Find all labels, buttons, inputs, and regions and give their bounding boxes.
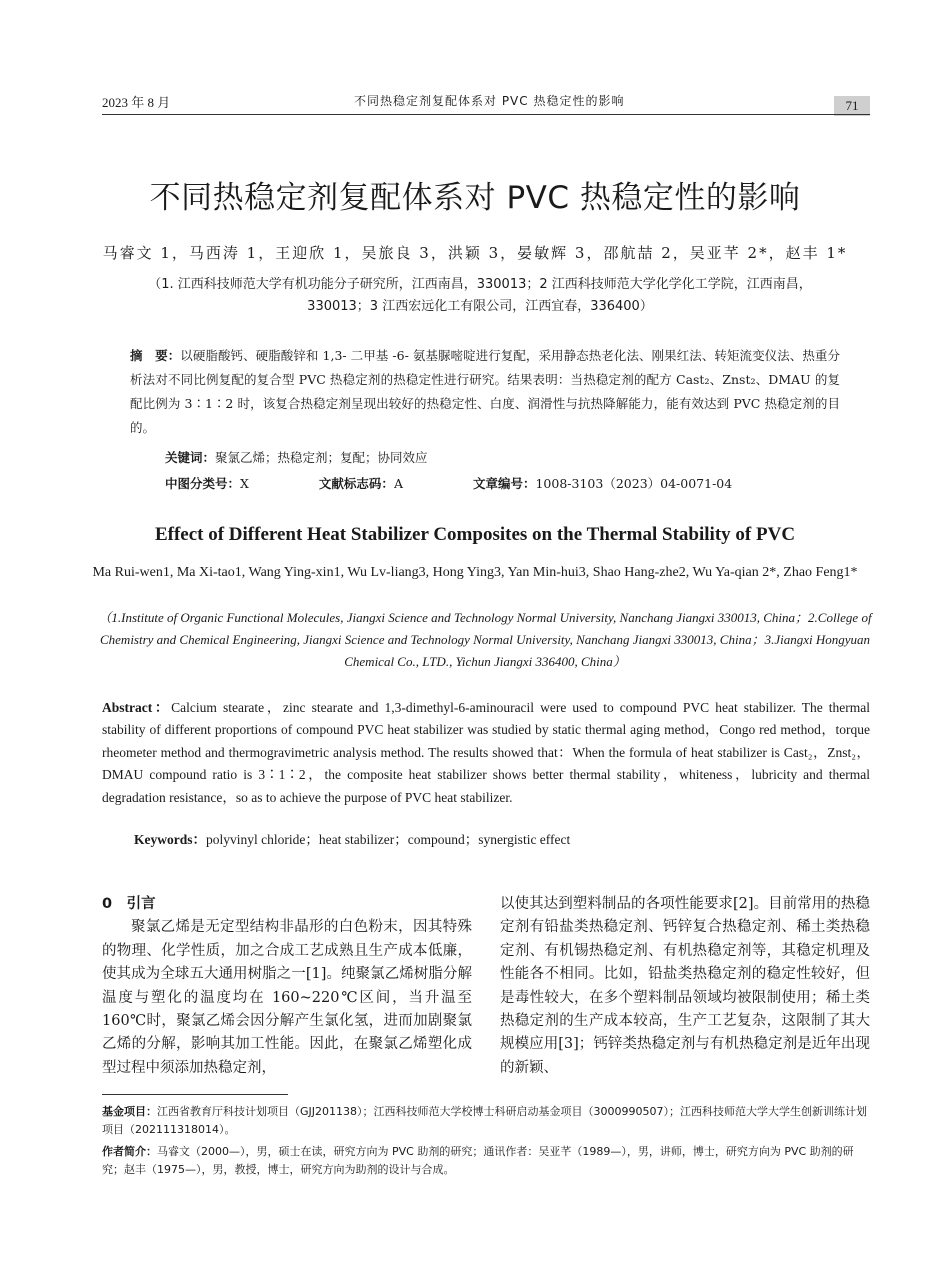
affiliations-cn: （1. 江西科技师范大学有机功能分子研究所，江西南昌，330013；2 江西科技师范大学化学化工学院，江西南昌，330013；3 江西宏远化工有限公司，江西宜春，336400）	[148, 277, 812, 314]
keywords-cn-label: 关键词：	[165, 450, 216, 465]
article-no-value: 1008-3103（2023）04-0071-04	[535, 476, 733, 491]
fund-text: 江西省教育厅科技计划项目（GJJ201138）；江西科技师范大学校博士科研启动基金项目（3000990507）；江西科技师范大学大学生创新训练计划项目（202111318014）。	[102, 1105, 867, 1136]
footnote-fund	[102, 1103, 870, 1139]
footnote-author	[102, 1143, 870, 1179]
authors-cn: 马睿文 1，马西涛 1，王迎欣 1，吴旅良 3，洪颖 3，晏敏辉 3，邵航喆 2，吴亚芊 2*，赵丰 1*	[102, 244, 848, 262]
clc-value: X	[240, 476, 249, 491]
intro-paragraph-right: 以使其达到塑料制品的各项性能要求[2]。目前常用的热稳定剂有铅盐类热稳定剂、钙锌复合热稳定剂、稀土类热稳定剂、有机锡热稳定剂、有机热稳定剂等，其稳定机理及性能各不相同。比如，铅盐类热稳定剂的稳定性较好，但是毒性较大，在多个塑料制品领域均被限制使用；稀土类热稳定剂的生产成本较高，生产工艺复杂，这限制了其大规模应用[3]；钙锌类热稳定剂与有机热稳定剂是近年出现的新颖、	[500, 896, 870, 1076]
intro-paragraph-left: 聚氯乙烯是无定型结构非晶形的白色粉末，因其特殊的物理、化学性质，加之合成工艺成熟且生产成本低廉，使其成为全球五大通用树脂之一[1]。纯聚氯乙烯树脂分解温度与塑化的温度均在 160~220℃区间，当升温至 160℃时，聚氯乙烯会因分解产生氯化氢，进而加剧聚氯乙烯的分解，影响其加工性能。因此，在聚氯乙烯塑化成型过程中须添加热稳定剂，	[102, 919, 472, 1076]
header-date: 2023 年 8 月	[102, 95, 171, 110]
footnote-rule	[102, 1094, 288, 1095]
paper-title-en: Effect of Different Heat Stabilizer Composites on the Thermal Stability of PVC	[154, 524, 796, 545]
doc-code-value: A	[393, 476, 403, 491]
abstract-cn-label: 摘 要：	[130, 348, 181, 363]
header-running-title: 不同热稳定剂复配体系对 PVC 热稳定性的影响	[354, 94, 625, 108]
fund-label: 基金项目：	[102, 1105, 157, 1118]
author-bio-text: 马睿文（2000—），男，硕士在读，研究方向为 PVC 助剂的研究；通讯作者：吴亚芊（1989—），男，讲师，博士，研究方向为 PVC 助剂的研究；赵丰（1975—），男，教授，博士，研究方向为助剂的设计与合成。	[102, 1145, 854, 1176]
header-rule	[102, 114, 870, 115]
body-column-right	[500, 893, 870, 1080]
page-number: 71	[834, 96, 870, 116]
article-no-label: 文章编号：	[472, 476, 536, 491]
abstract-en	[102, 697, 870, 809]
author-bio-label: 作者简介：	[102, 1145, 157, 1158]
keywords-en-label: Keywords：	[134, 832, 206, 847]
paper-title-cn: 不同热稳定剂复配体系对 PVC 热稳定性的影响	[149, 180, 801, 216]
abstract-cn-text: 以硬脂酸钙、硬脂酸锌和 1,3- 二甲基 -6- 氨基脲嘧啶进行复配，采用静态热老化法、刚果红法、转矩流变仪法、热重分析法对不同比例复配的复合型 PVC 热稳定剂的热稳定性进行研究。结果表明：当热稳定剂的配方 Cast₂、Znst₂、DMAU 的复配比例为 3∶1∶2 时，该复合热稳定剂呈现出较好的热稳定性、白度、润滑性与抗热降解能力，能有效达到 PVC 热稳定剂的目的。	[130, 348, 840, 435]
classification-row	[165, 474, 732, 492]
clc-label: 中图分类号：	[165, 476, 241, 491]
section-heading-introduction: 0 引言	[102, 896, 156, 912]
keywords-cn-text: 聚氯乙烯；热稳定剂；复配；协同效应	[215, 450, 428, 465]
abstract-en-label: Abstract：	[102, 700, 172, 715]
authors-en: Ma Rui-wen1, Ma Xi-tao1, Wang Ying-xin1, Wu Lv-liang3, Hong Ying3, Yan Min-hui3, Shao Hang-zhe2, Wu Ya-qian 2*, Zhao Feng1*	[92, 565, 858, 580]
keywords-en	[134, 828, 570, 848]
body-column-left	[102, 893, 472, 1080]
affiliations-en: （1.Institute of Organic Functional Molecules, Jiangxi Science and Technology Normal University, Nanchang Jiangxi 330013, China；2.College of Chemistry and Chemical Engineering, Jiangxi Science and Technology Normal University, Nanchang Jiangxi 330013, China；3.Jiangxi Hongyuan Chemical Co., LTD., Yichun Jiangxi 336400, China）	[98, 610, 872, 669]
abstract-en-text: Calcium stearate，zinc stearate and 1,3-dimethyl-6-aminouracil were used to compound PVC heat stabilizer. The thermal stability of different proportions of compound PVC heat stabilizer was studied by static thermal aging method，Congo red method，torque rheometer method and thermogravimetric analysis method. The results showed that：When the formula of heat stabilizer is Cast₂，Znst₂，DMAU compound ratio is 3∶1∶2，the composite heat stabilizer shows better thermal stability，whiteness，lubricity and thermal degradation resistance，so as to achieve the purpose of PVC heat stabilizer.	[102, 700, 870, 805]
doc-code-label: 文献标志码：	[318, 476, 394, 491]
keywords-en-text: polyvinyl chloride；heat stabilizer；compound；synergistic effect	[206, 832, 571, 847]
abstract-cn	[130, 344, 840, 440]
keywords-cn	[165, 448, 428, 466]
